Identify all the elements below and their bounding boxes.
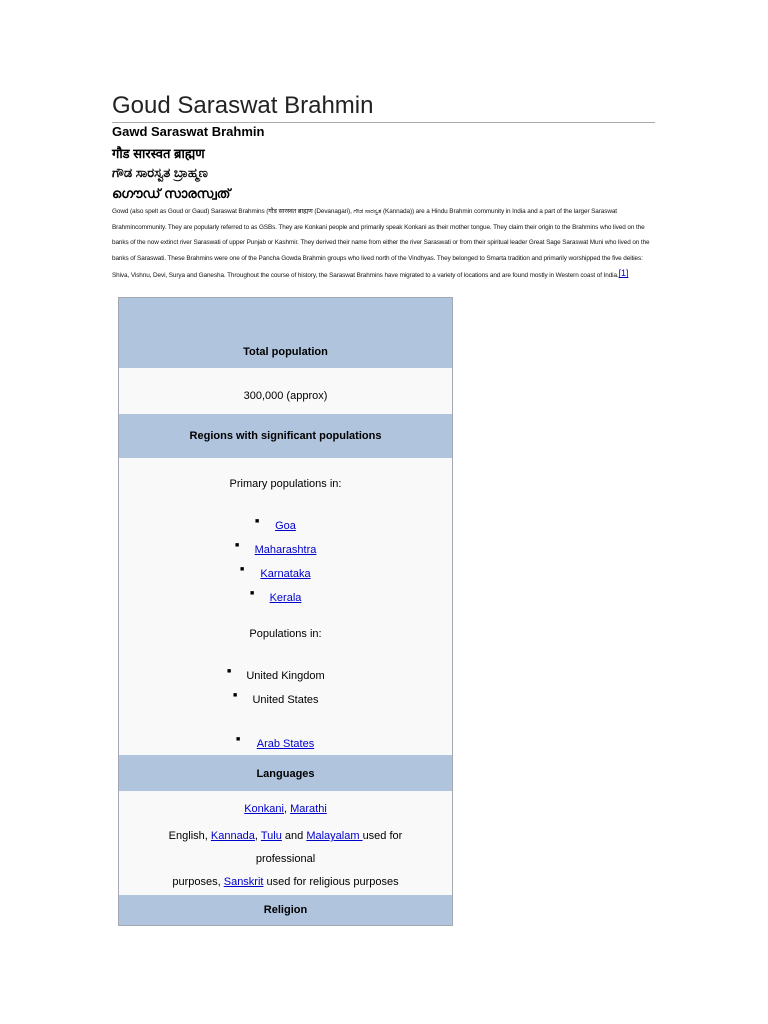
list-item [119,586,452,610]
intro-text: Gowd (also spelt as Goud or Gaud) Saraswat Brahmins (गौड सारस्वत ब्राह्मण (Devanagari), ಗೌಡ ಸಾರಸ್ವತ (Kannada)) are a Hindu Brahmin community in India and a part of the larger Saraswat Brahmincommunity. They are popularly referred to as GSBs. They are Konkani people and primarily speak Konkani as their mother tongue. They claim their origin to the Brahmins who lived on the banks of the now extinct river Saraswati of upper Punjab or Kashmir. They derived their name from either the river Saraswati or from their spiritual leader Great Sage Saraswat Muni who lived on the banks of Saraswati. These Brahmins were one of the Pancha Gowda Brahmin groups who lived north of the Vindhyas. They belonged to Smarta tradition and primarily worshipped the five deities: Shiva, Vishnu, Devi, Surya and Ganesha. Throughout the course of history, the Saraswat Brahmins have migrated to a variety of locations and are found mostly in Western coast of India. [112,208,650,280]
region-link-maharashtra[interactable]: Maharashtra [254,544,317,556]
languages-primary [119,801,452,825]
bullet-icon: ■ [236,736,241,743]
regions-cell-arab [119,733,452,755]
secondary-label: Populations in: [249,628,322,640]
languages-religious-text: used for religious purposes [263,876,399,888]
list-item [119,538,452,562]
list-item [119,664,452,688]
language-link-sanskrit[interactable]: Sanskrit [223,876,264,888]
languages-professional-text: used for professional [255,830,403,865]
languages-secondary [119,825,452,894]
total-population-header [119,298,452,368]
region-link-karnataka[interactable]: Karnataka [260,568,311,580]
region-link-kerala[interactable]: Kerala [269,592,302,604]
total-population-label: Total population [243,346,328,358]
language-link-kannada[interactable]: Kannada [210,830,255,842]
bullet-icon: ■ [235,542,240,549]
region-us: United States [252,694,319,706]
citation-link[interactable]: [1] [618,268,629,279]
list-item [119,688,452,712]
regions-cell [119,458,452,743]
languages-cell [119,791,452,895]
language-link-marathi[interactable]: Marathi [290,803,327,815]
languages-header: Languages [119,755,452,791]
region-link-goa[interactable]: Goa [275,520,296,532]
infobox [118,297,453,926]
languages-comma: , [254,830,261,842]
regions-header: Regions with significant populations [119,414,452,458]
intro-paragraph [112,204,657,284]
list-item [119,514,452,538]
subtitle-malayalam: ഗൌഡ് സാരസ്വത് [112,186,231,201]
subtitle-latin: Gawd Saraswat Brahmin [112,124,265,139]
total-population-value: 300,000 (approx) [119,368,452,414]
language-link-malayalam[interactable]: Malayalam [306,830,363,842]
subtitle-kannada: ಗೌಡ ಸಾರಸ್ವತ ಬ್ರಾಹ್ಮಣ [112,165,208,180]
languages-and: and [281,830,307,842]
language-link-konkani[interactable]: Konkani [244,803,284,815]
primary-label: Primary populations in: [229,478,342,490]
religion-header: Religion [119,895,452,925]
bullet-icon: ■ [250,590,255,597]
languages-separator: , [283,803,291,815]
list-item [119,562,452,586]
languages-purposes-text: purposes, [172,876,224,888]
language-link-tulu[interactable]: Tulu [260,830,282,842]
list-item [119,733,452,755]
bullet-icon: ■ [255,518,260,525]
bullet-icon: ■ [233,692,238,699]
page-title: Goud Saraswat Brahmin [112,92,655,123]
subtitle-devanagari: गौड सारस्वत ब्राह्मण [112,146,205,161]
bullet-icon: ■ [227,668,232,675]
region-link-arab-states[interactable]: Arab States [256,738,315,750]
language-english: English, [168,830,211,842]
region-uk: United Kingdom [246,670,325,682]
bullet-icon: ■ [240,566,245,573]
